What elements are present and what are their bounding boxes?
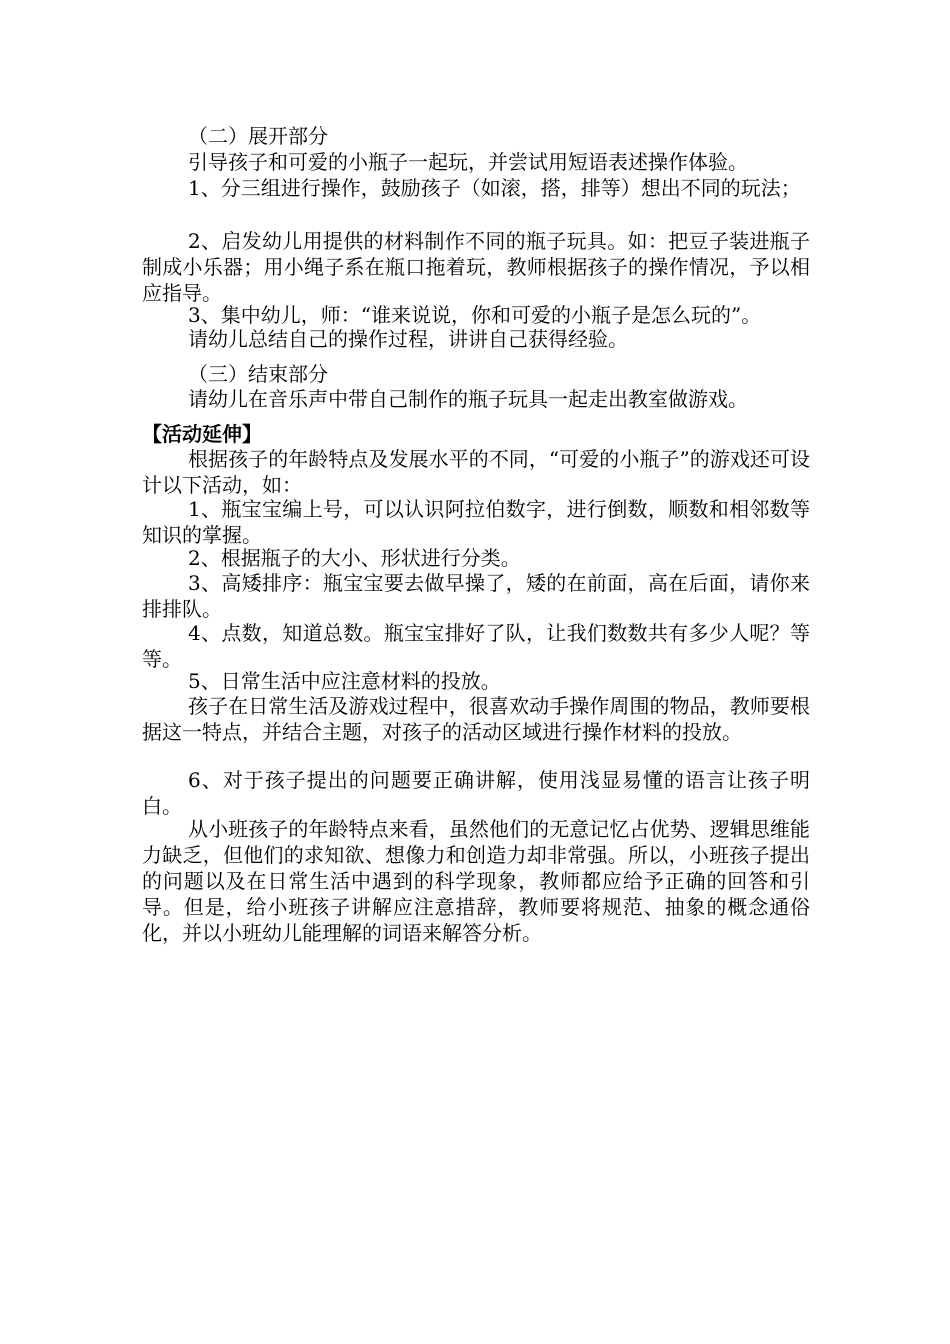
section2-step2: 2、启发幼儿用提供的材料制作不同的瓶子玩具。如：把豆子装进瓶子制成小乐器；用小绳子系在瓶口拖着玩，教师根据孩子的操作情况，予以相应指导。 — [142, 229, 810, 305]
extension-item6-text: 从小班孩子的年龄特点来看，虽然他们的无意记忆占优势、逻辑思维能力缺乏，但他们的求知欲、想像力和创造力却非常强。所以，小班孩子提出的问题以及在日常生活中遇到的科学现象，教师都应给予正确的回答和引导。但是，给小班孩子讲解应注意措辞，教师要将规范、抽象的概念通俗化，并以小班幼儿能理解的词语来解答分析。 — [142, 817, 810, 945]
section3-text: 请幼儿在音乐声中带自己制作的瓶子玩具一起走出教室做游戏。 — [188, 387, 748, 411]
extension-item5: 5、日常生活中应注意材料的投放。 — [188, 669, 501, 693]
extension-intro: 根据孩子的年龄特点及发展水平的不同，“可爱的小瓶子”的游戏还可设计以下活动，如： — [142, 447, 810, 497]
extension-item3: 3、高矮排序：瓶宝宝要去做早操了，矮的在前面，高在后面，请你来排排队。 — [142, 571, 810, 621]
section3-title: （三）结束部分 — [188, 362, 328, 386]
extension-item6: 6、对于孩子提出的问题要正确讲解，使用浅显易懂的语言让孩子明白。 — [142, 768, 810, 818]
section2-step3: 3、集中幼儿，师：“谁来说说，你和可爱的小瓶子是怎么玩的”。 — [188, 303, 762, 327]
section2-intro: 引导孩子和可爱的小瓶子一起玩，并尝试用短语表述操作体验。 — [188, 150, 748, 174]
extension-item1: 1、瓶宝宝编上号，可以认识阿拉伯数字，进行倒数，顺数和相邻数等知识的掌握。 — [142, 497, 810, 547]
extension-item4: 4、点数，知道总数。瓶宝宝排好了队，让我们数数共有多少人呢？等等。 — [142, 621, 810, 671]
extension-item2: 2、根据瓶子的大小、形状进行分类。 — [188, 546, 521, 570]
extension-item5-text: 孩子在日常生活及游戏过程中，很喜欢动手操作周围的物品，教师要根据这一特点，并结合主题，对孩子的活动区域进行操作材料的投放。 — [142, 694, 810, 744]
section2-step3-summary: 请幼儿总结自己的操作过程，讲讲自己获得经验。 — [188, 327, 628, 351]
extension-heading: 【活动延伸】 — [142, 422, 262, 446]
section2-step1: 1、分三组进行操作，鼓励孩子（如滚，搭，排等）想出不同的玩法； — [188, 176, 801, 200]
section2-title: （二）展开部分 — [188, 124, 328, 148]
